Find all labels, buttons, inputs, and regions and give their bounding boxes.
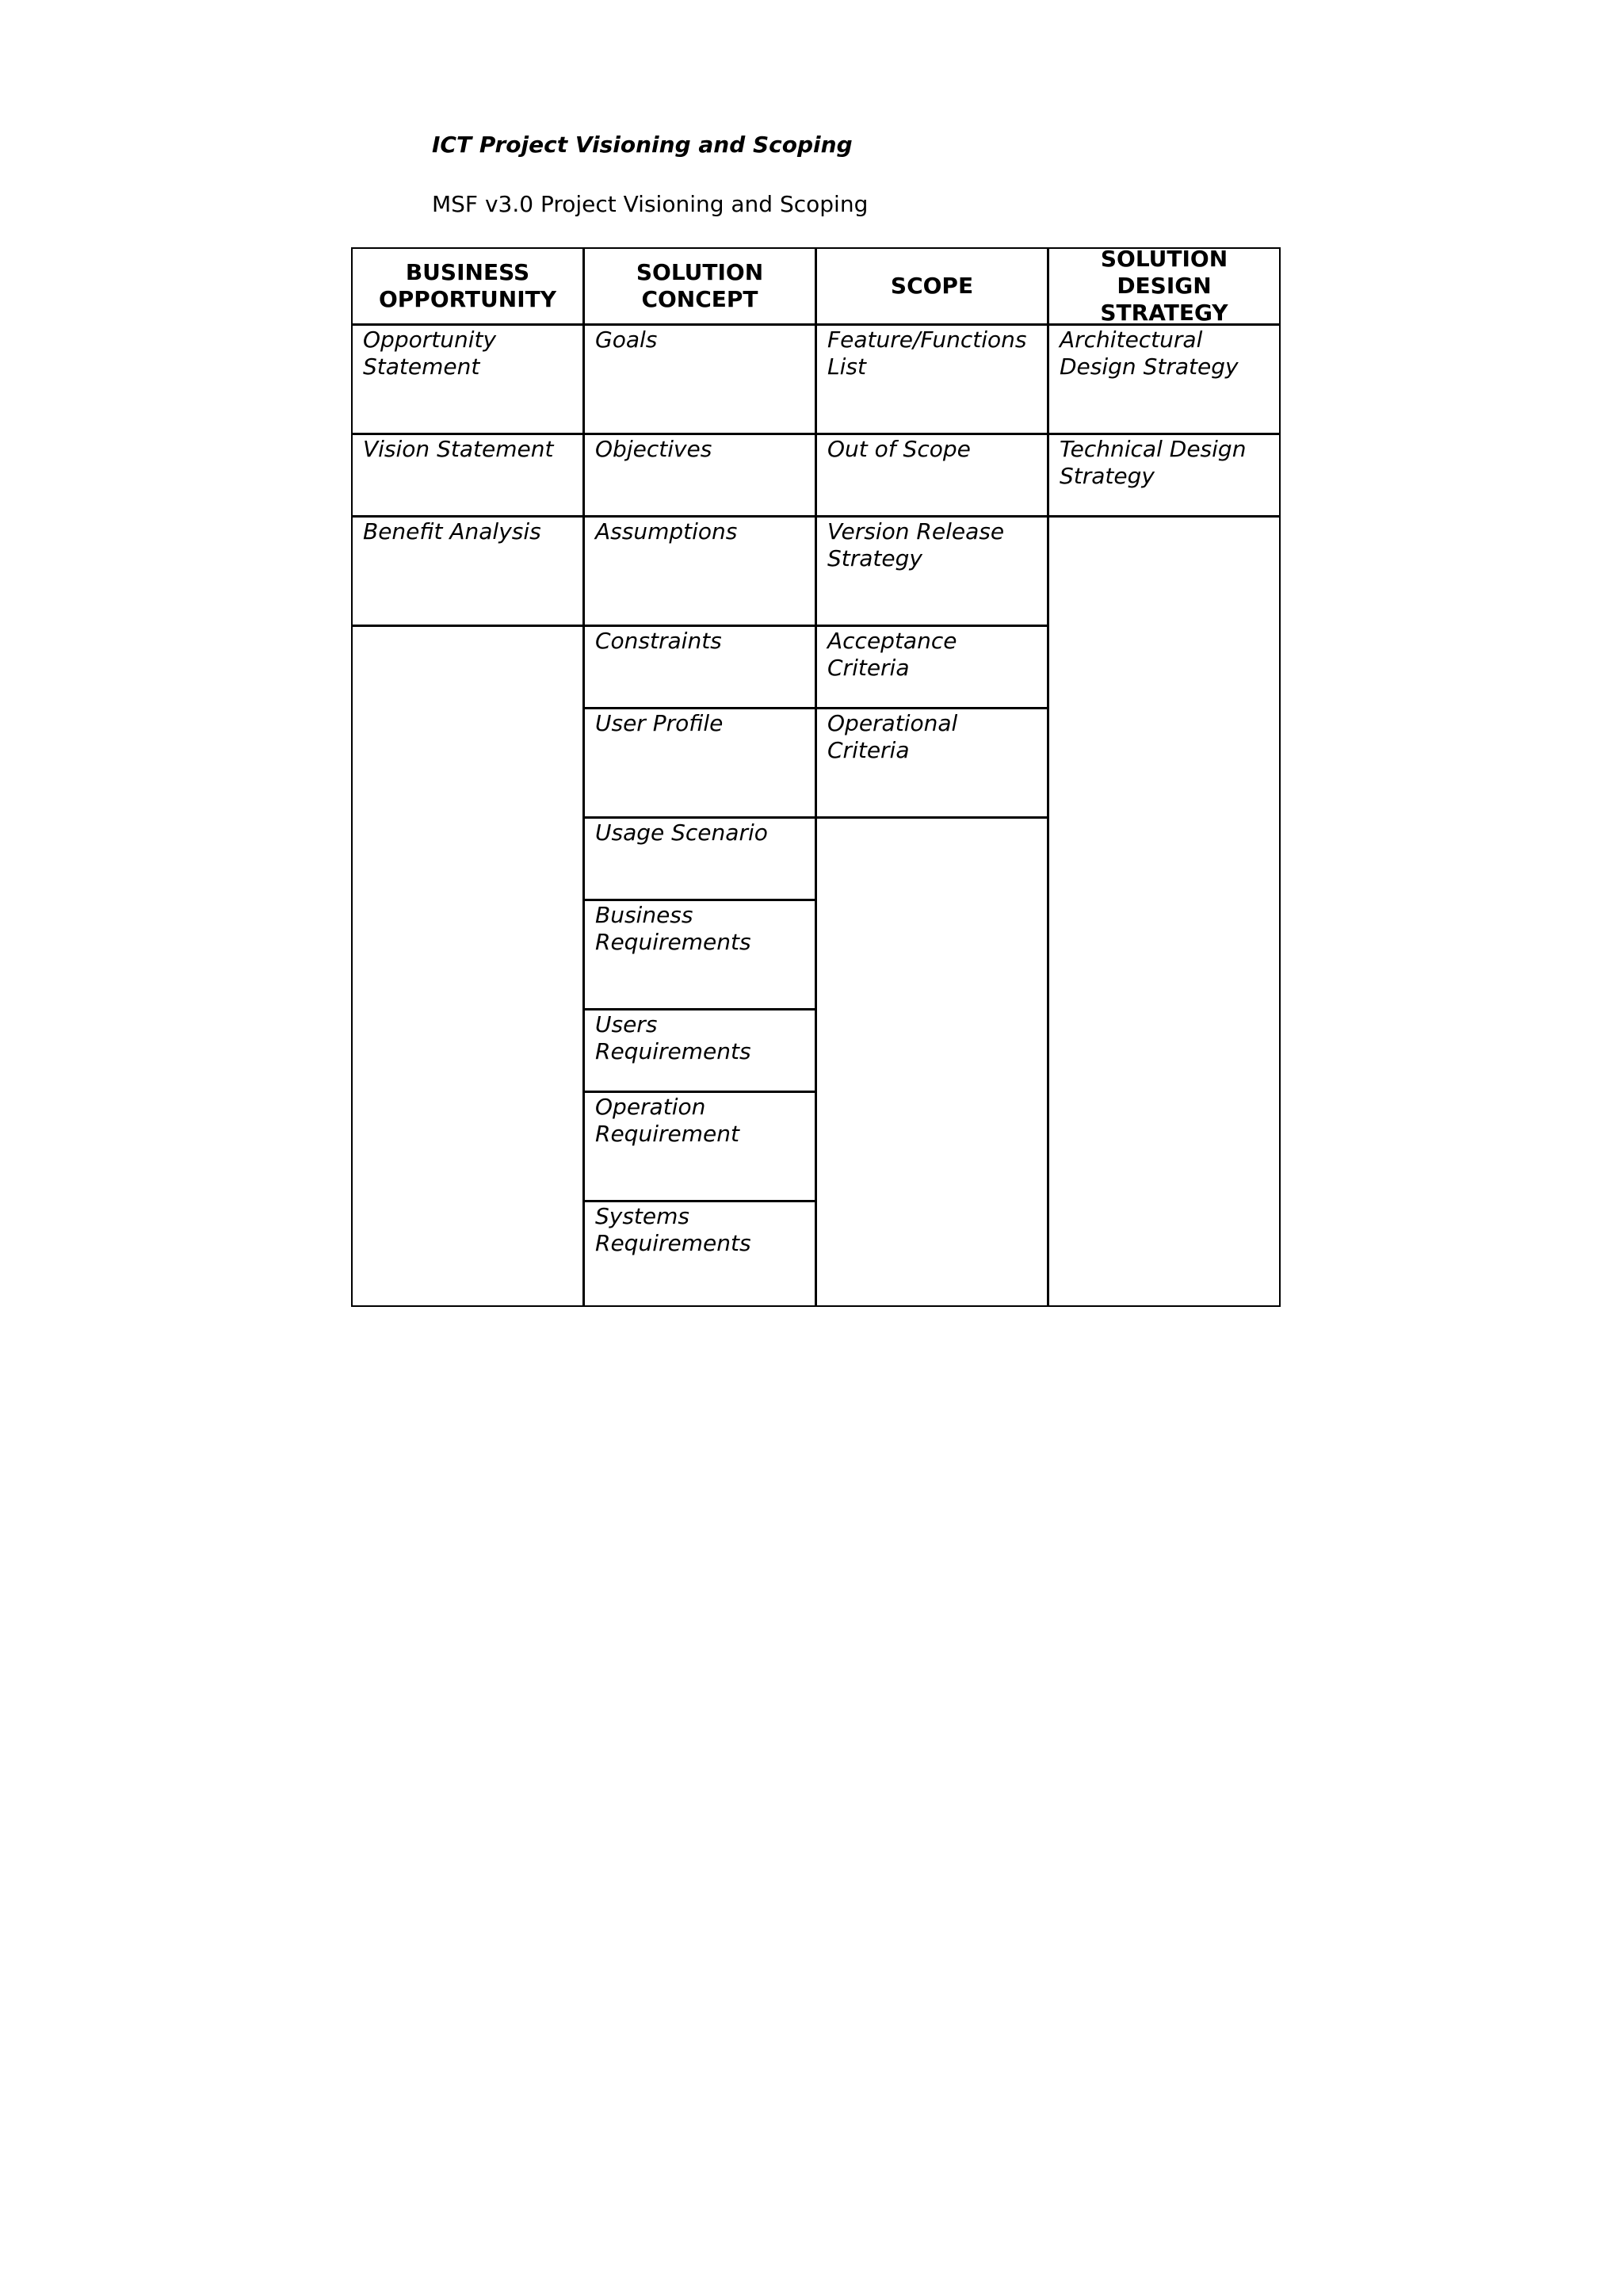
scope-cell: Acceptance Criteria bbox=[815, 625, 1048, 709]
empty-cell bbox=[815, 817, 1048, 1307]
solution-concept-cell: Business Requirements bbox=[583, 900, 816, 1010]
solution-concept-cell: Objectives bbox=[583, 434, 816, 517]
solution-concept-cell: Assumptions bbox=[583, 516, 816, 626]
empty-cell bbox=[1048, 516, 1281, 1307]
page-subtitle: MSF v3.0 Project Visioning and Scoping bbox=[432, 191, 869, 217]
solution-concept-cell: Operation Requirement bbox=[583, 1091, 816, 1201]
solution-design-strategy-cell: Technical Design Strategy bbox=[1048, 434, 1281, 517]
business-opportunity-cell: Opportunity Statement bbox=[351, 324, 584, 434]
header-scope: SCOPE bbox=[815, 247, 1048, 325]
solution-concept-cell: User Profile bbox=[583, 708, 816, 818]
solution-concept-cell: Goals bbox=[583, 324, 816, 434]
page-title: ICT Project Visioning and Scoping bbox=[432, 132, 853, 158]
solution-concept-cell: Users Requirements bbox=[583, 1009, 816, 1092]
business-opportunity-cell: Vision Statement bbox=[351, 434, 584, 517]
scope-cell: Operational Criteria bbox=[815, 708, 1048, 818]
solution-design-strategy-cell: Architectural Design Strategy bbox=[1048, 324, 1281, 434]
header-business-opportunity: BUSINESS OPPORTUNITY bbox=[351, 247, 584, 325]
visioning-scoping-table bbox=[352, 248, 1281, 1308]
scope-cell: Version Release Strategy bbox=[815, 516, 1048, 626]
solution-concept-cell: Usage Scenario bbox=[583, 817, 816, 900]
solution-concept-cell: Systems Requirements bbox=[583, 1201, 816, 1307]
header-solution-design-strategy: SOLUTION DESIGN STRATEGY bbox=[1048, 247, 1281, 325]
solution-concept-cell: Constraints bbox=[583, 625, 816, 709]
empty-cell bbox=[351, 625, 584, 1307]
business-opportunity-cell: Benefit Analysis bbox=[351, 516, 584, 626]
scope-cell: Out of Scope bbox=[815, 434, 1048, 517]
scope-cell: Feature/Functions List bbox=[815, 324, 1048, 434]
header-solution-concept: SOLUTION CONCEPT bbox=[583, 247, 816, 325]
